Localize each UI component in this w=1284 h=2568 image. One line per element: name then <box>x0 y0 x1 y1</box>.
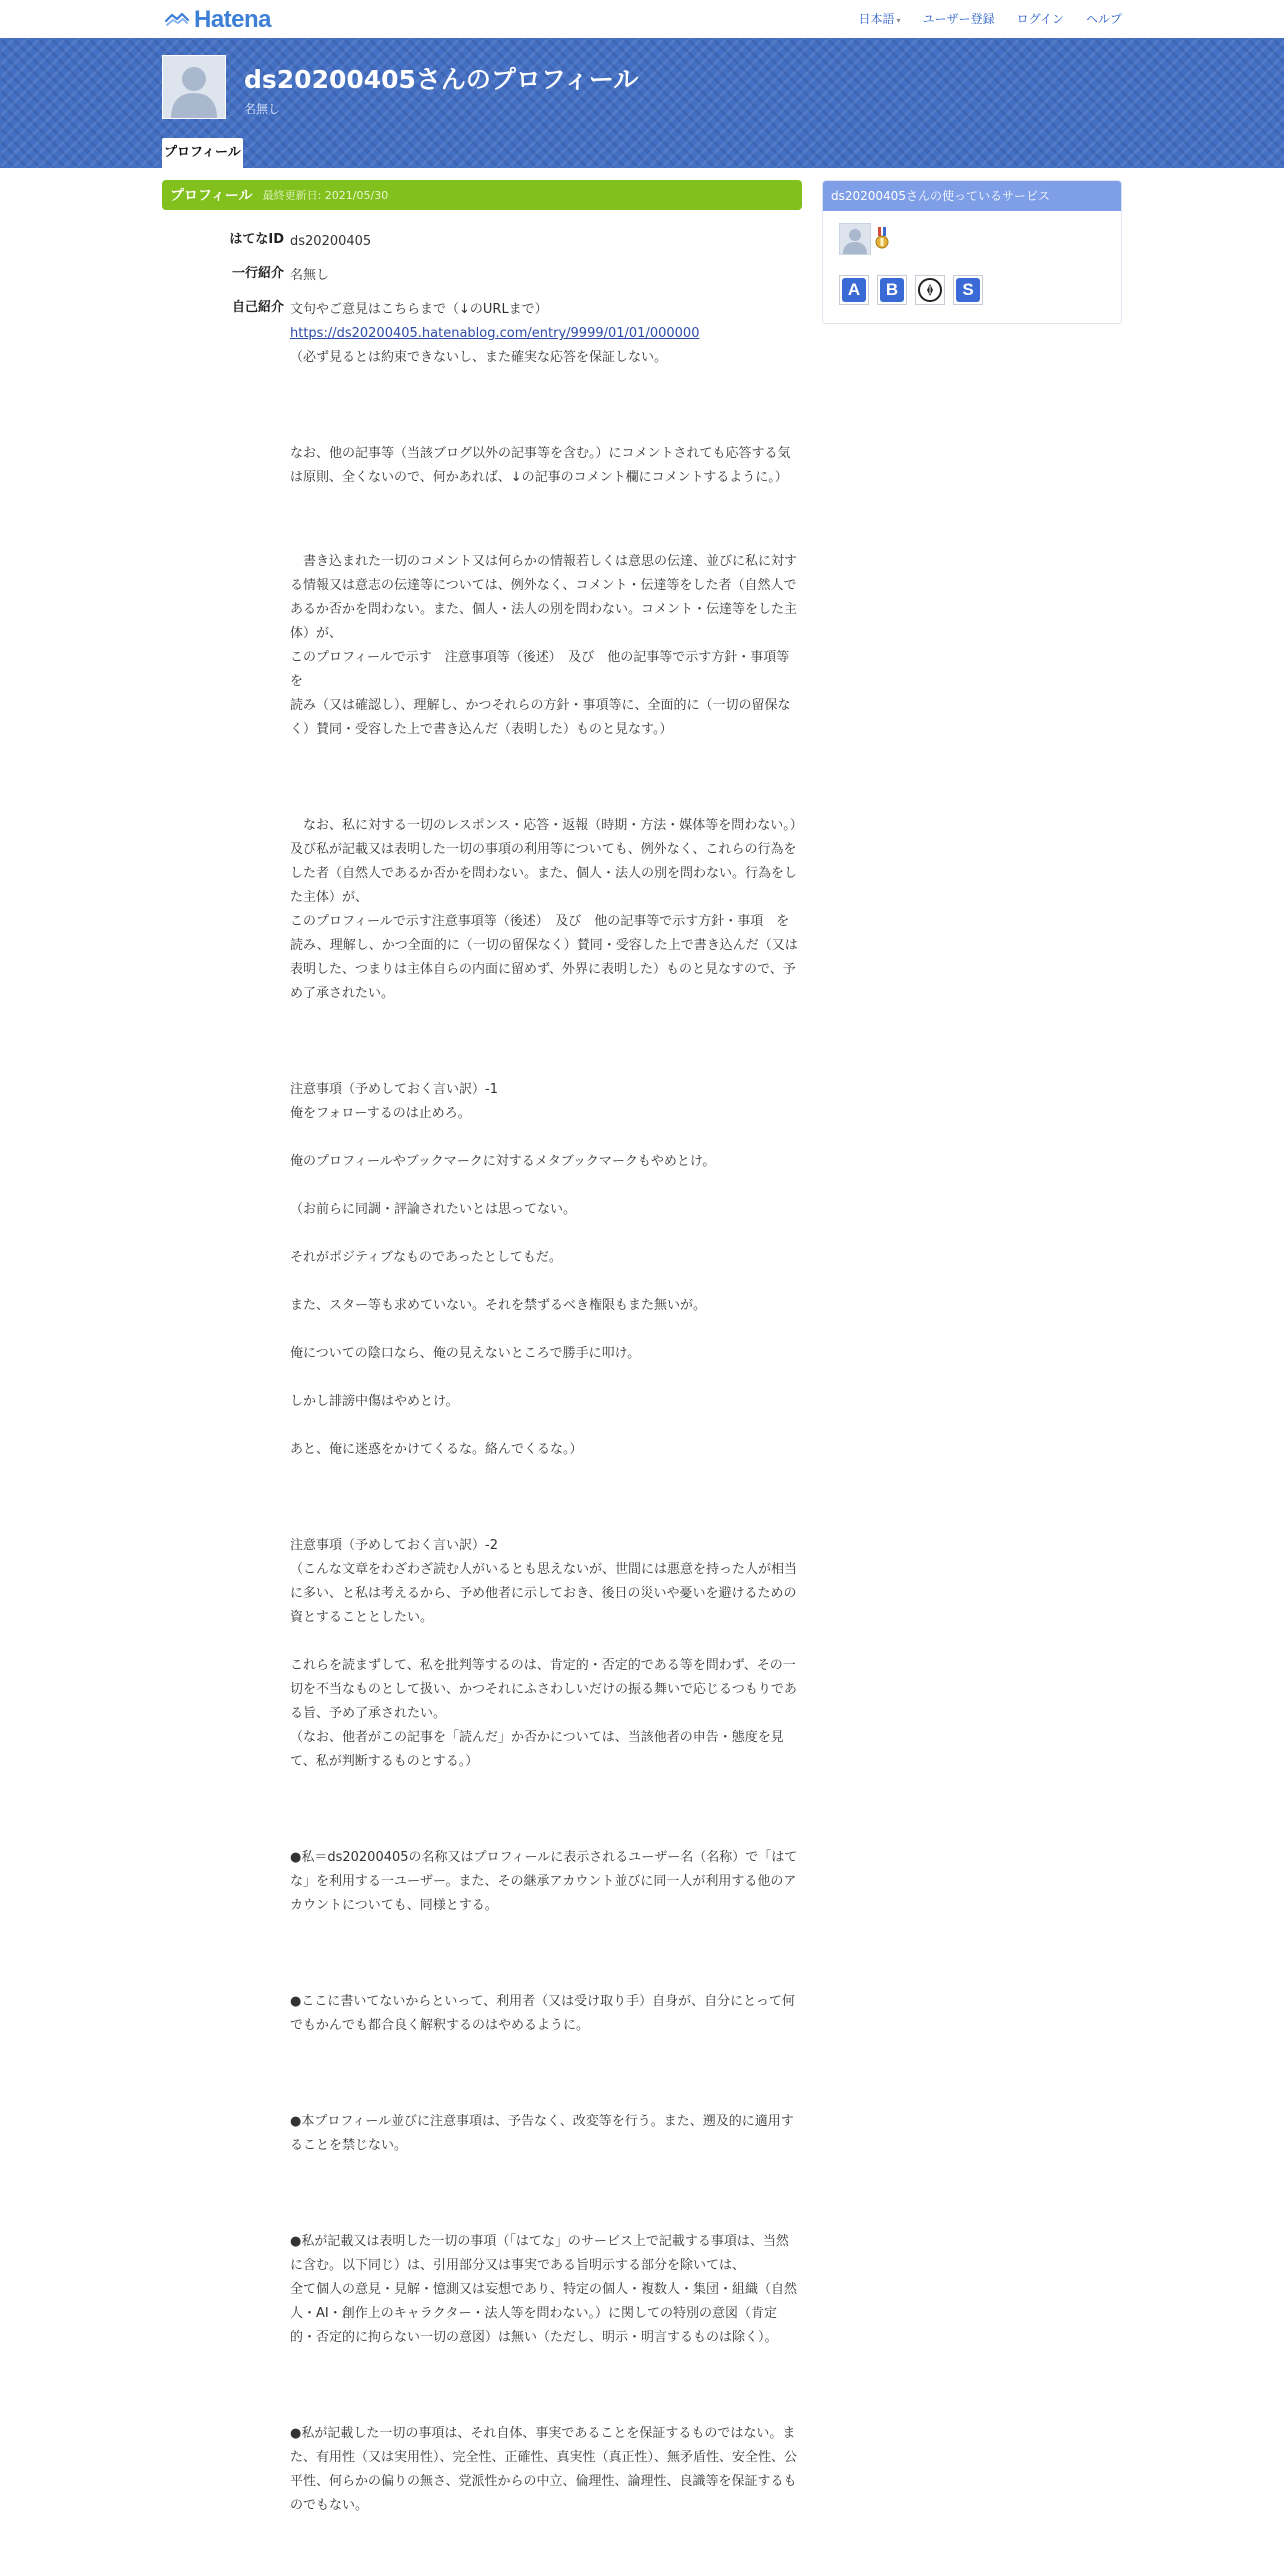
intro-label: 自己紹介 <box>231 300 284 315</box>
last-updated: 最終更新日: 2021/05/30 <box>262 189 389 202</box>
service-a-icon: A <box>842 278 866 302</box>
services-user-row <box>839 223 1105 255</box>
anond-service-icon[interactable] <box>839 275 869 305</box>
profile-table <box>162 230 802 2518</box>
id-value: ds20200405 <box>290 234 372 249</box>
intro-paragraph: ●私が記載又は表明した一切の事項（「はてな」のサービス上で記載する事項は、当然に含む。以下同じ）は、引用部分又は事実である旨明示する部分を除いては、 全て個人の意見・見解・憶測又は妄想であり、特定の個人・複数人・集団・組織（自然人・AI・創作上のキャラクター・法人等を問わない。）に関しての特別の意図（肯定的・否定的に拘らない一切の意図）は無い（ただし、明示・明言するものは除く）。 <box>290 2234 798 2345</box>
intro-paragraph: なお、私に対する一切のレスポンス・応答・返報（時期・方法・媒体等を問わない。）及び私が記載又は表明した一切の事項の利用等についても、例外なく、これらの行為をした者（自然人であるか否かを問わない。また、個人・法人の別を問わない。行為をした主体）が、 このプロフィールで示す注意事項等（後述） 及び 他の記事等で示す方針・事項 を 読み、理解し、かつ全面的に（一切の留保なく）賛同・受容した上で書き込んだ（又は表明した、つまりは主体自らの内面に留めず、外界に表明した）ものと見なすので、予め了承されたい。 <box>290 818 798 1001</box>
profile-column <box>162 180 802 2528</box>
intro-link[interactable]: https://ds20200405.hatenablog.com/entry/9999/01/01/000000 <box>290 326 700 341</box>
intro-paragraph: なお、他の記事等（当該ブログ以外の記事等を含む。）にコメントされても応答する気は原則、全くないので、何かあれば、↓の記事のコメント欄にコメントするように。） <box>290 446 791 485</box>
services-box <box>822 180 1122 324</box>
services-body <box>823 211 1121 323</box>
intro-line-contact: 文句やご意見はこちらまで（↓のURLまで） <box>290 302 548 317</box>
main-content <box>0 180 1284 2528</box>
language-menu[interactable] <box>859 10 901 27</box>
profile-row-oneline <box>162 264 802 288</box>
bookmark-service-icon[interactable] <box>877 275 907 305</box>
logo-text: Hatena <box>194 6 272 33</box>
services-title: ds20200405さんの使っているサービス <box>823 181 1121 211</box>
star-service-icon[interactable] <box>953 275 983 305</box>
profile-section-bar <box>162 180 802 210</box>
profile-row-intro <box>162 298 802 2518</box>
blog-service-icon[interactable] <box>915 275 945 305</box>
help-link[interactable]: ヘルプ <box>1085 12 1122 26</box>
intro-paragraph: ●本プロフィール並びに注意事項は、予告なく、改変等を行う。また、遡及的に適用することを禁じない。 <box>290 2114 794 2153</box>
top-nav <box>859 10 1122 27</box>
avatar[interactable] <box>162 55 226 119</box>
intro-paragraph: ●私＝ds20200405の名称又はプロフィールに表示されるユーザー名（名称）で「はてな」を利用する一ユーザー。また、その継承アカウント並びに同一人が利用する他のアカウントについても、同様とする。 <box>290 1850 798 1913</box>
chevron-down-icon: ▾ <box>896 16 901 25</box>
page-subtitle: 名無し <box>244 102 281 116</box>
intro-paragraph: ●私が記載した一切の事項は、それ自体、事実であることを保証するものではない。また、有用性（又は実用性）、完全性、正確性、真実性（真正性）、無矛盾性、安全性、公平性、何らかの偏りの無さ、党派性からの中立、倫理性、論理性、良識等を保証するものでもない。 <box>290 2426 798 2513</box>
default-user-icon <box>840 224 870 254</box>
oneline-label: 一行紹介 <box>231 266 284 281</box>
hatena-logo-icon <box>164 11 190 29</box>
register-link[interactable]: ユーザー登録 <box>922 12 995 26</box>
tab-profile[interactable]: プロフィール <box>162 138 243 168</box>
profile-header <box>0 38 1284 168</box>
medal-icon <box>875 227 889 251</box>
service-icons <box>839 275 1105 305</box>
id-label: はてなID <box>229 232 284 247</box>
intro-paragraph: （必ず見るとは約束できないし、また確実な応答を保証しない。 <box>290 350 668 365</box>
service-s-icon: S <box>956 278 980 302</box>
hatena-logo[interactable] <box>164 6 271 34</box>
sidebar <box>822 180 1122 2528</box>
intro-paragraph: ●ここに書いてないからといって、利用者（又は受け取り手）自身が、自分にとって何でもかんでも都合良く解釈するのはやめるように。 <box>290 1994 795 2033</box>
oneline-value: 名無し <box>290 268 330 283</box>
intro-paragraph: 注意事項（予めしておく言い訳）-2 （こんな文章をわざわざ読む人がいるとも思えないが、世間には悪意を持った人が相当に多い、と私は考えるから、予め他者に示しておき、後日の災いや憂いを避けるための資とすることとしたい。 これらを読まずして、私を批判等するのは、肯定的・否定的である等を問わず、その一切を不当なものとして扱い、かつそれにふさわしいだけの振る舞いで応じるつもりである旨、予め了承されたい。 （なお、他者がこの記事を「読んだ」か否かについては、当該他者の申告・態度を見て、私が判断するものとする。） <box>290 1538 798 1769</box>
intro-paragraph: 注意事項（予めしておく言い訳）-1 俺をフォローするのは止めろ。 俺のプロフィールやブックマークに対するメタブックマークもやめとけ。 （お前らに同調・評論されたいとは思ってない。 それがポジティブなものであったとしてもだ。 また、スター等も求めていない。それを禁ずるべき権限もまた無いが。 俺についての陰口なら、俺の見えないところで勝手に叩け。 しかし誹謗中傷はやめとけ。 あと、俺に迷惑をかけてくるな。絡んでくるな。） <box>290 1082 716 1457</box>
page-title: ds20200405さんのプロフィール <box>244 65 639 94</box>
default-user-icon <box>163 56 225 118</box>
intro-paragraph: 書き込まれた一切のコメント又は何らかの情報若しくは意思の伝達、並びに私に対する情報又は意志の伝達等については、例外なく、コメント・伝達等をした者（自然人であるか否かを問わない。また、個人・法人の別を問わない。コメント・伝達等をした主体）が、 このプロフィールで示す 注意事項等（後述） 及び 他の記事等で示す方針・事項等 を 読み（又は確認し）、理解し、かつそれらの方針・事項等に、全面的に（一切の留保なく）賛同・受容した上で書き込んだ（表明した）ものと見なす。） <box>290 554 798 737</box>
service-b-icon: B <box>880 278 904 302</box>
language-label: 日本語 <box>858 12 895 26</box>
login-link[interactable]: ログイン <box>1016 12 1064 26</box>
profile-row-id <box>162 230 802 254</box>
user-avatar[interactable] <box>839 223 871 255</box>
intro-value <box>290 298 798 2518</box>
pen-icon <box>918 278 942 302</box>
top-bar <box>0 0 1284 38</box>
section-title: プロフィール <box>170 188 253 204</box>
